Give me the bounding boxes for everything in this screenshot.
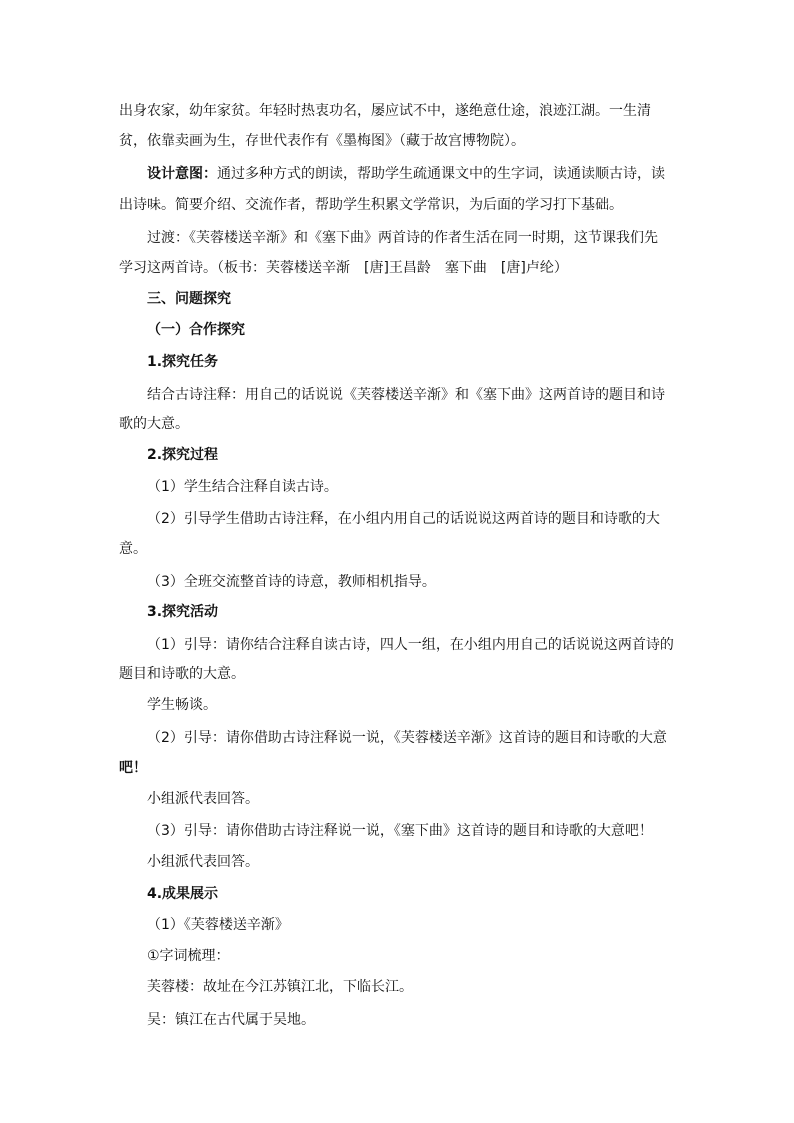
paragraph-line: 结合古诗注释：用自己的话说说《芙蓉楼送辛渐》和《塞下曲》这两首诗的题目和诗 xyxy=(147,387,665,403)
paragraph-line: 出诗味。简要介绍、交流作者，帮助学生积累文学常识，为后面的学习打下基础。 xyxy=(119,197,623,213)
list-item: （2）引导学生借助古诗注释，在小组内用自己的话说说这两首诗的题目和诗歌的大 xyxy=(147,511,660,527)
paragraph-line: 出身农家，幼年家贫。年轻时热衷功名，屡应试不中，遂绝意仕途，浪迹江湖。一生清 xyxy=(119,103,651,119)
paragraph-line: 小组派代表回答。 xyxy=(147,854,259,870)
paragraph-line: 学习这两首诗。（板书：芙蓉楼送辛渐 [唐]王昌龄 塞下曲 [唐]卢纶） xyxy=(119,260,568,276)
list-item: （1）学生结合注释自读古诗。 xyxy=(147,479,338,495)
paragraph-line: 芙蓉楼：故址在今江苏镇江北，下临长江。 xyxy=(147,979,413,995)
step-heading-task: 1.探究任务 xyxy=(147,354,219,370)
paragraph-line: 意。 xyxy=(119,541,147,557)
paragraph-line: 贫，依靠卖画为生，存世代表作有《墨梅图》（藏于故宫博物院）。 xyxy=(119,133,525,149)
step-heading-activity: 3.探究活动 xyxy=(147,604,219,620)
paragraph-line: 吧！ xyxy=(119,760,147,776)
paragraph-line: 吴：镇江在古代属于吴地。 xyxy=(147,1012,315,1028)
section-heading: 三、问题探究 xyxy=(147,291,231,307)
list-item: （1）引导：请你结合注释自读古诗，四人一组，在小组内用自己的话说说这两首诗的 xyxy=(147,637,674,653)
list-item: （1）《芙蓉楼送辛渐》 xyxy=(147,917,289,933)
list-item: （2）引导：请你借助古诗注释说一说，《芙蓉楼送辛渐》这首诗的题目和诗歌的大意 xyxy=(147,730,667,746)
list-item: ①字词梳理： xyxy=(147,948,230,964)
paragraph-line: 小组派代表回答。 xyxy=(147,791,259,807)
paragraph-line: 题目和诗歌的大意。 xyxy=(119,666,245,682)
paragraph-line: 歌的大意。 xyxy=(119,416,189,432)
design-intent-text: 通过多种方式的朗读，帮助学生疏通课文中的生字词，读通读顺古诗，读 xyxy=(217,166,665,182)
design-intent-label: 设计意图： xyxy=(147,166,217,182)
step-heading-process: 2.探究过程 xyxy=(147,447,219,463)
list-item: （3）引导：请你借助古诗注释说一说，《塞下曲》这首诗的题目和诗歌的大意吧！ xyxy=(147,823,653,839)
transition-line: 过渡：《芙蓉楼送辛渐》和《塞下曲》两首诗的作者生活在同一时期，这节课我们先 xyxy=(147,230,658,246)
step-heading-results: 4.成果展示 xyxy=(147,886,219,902)
design-intent-line xyxy=(147,164,665,184)
paragraph-line: 学生畅谈。 xyxy=(147,697,217,713)
list-item: （3）全班交流整首诗的诗意，教师相机指导。 xyxy=(147,574,436,590)
subsection-heading: （一）合作探究 xyxy=(147,322,245,338)
